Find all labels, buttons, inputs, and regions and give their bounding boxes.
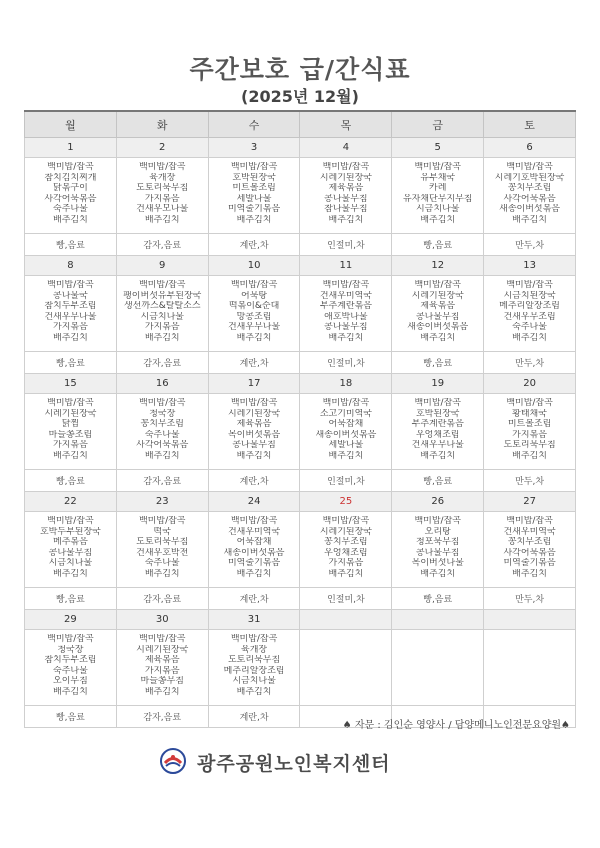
org-logo-icon [160, 748, 186, 774]
menu-item: 우엉채조림 [324, 547, 368, 558]
menu-item: 어묵잡채 [328, 419, 364, 429]
menu-item: 메추리알장조림 [223, 665, 285, 676]
menu-item: 가지볶음 [512, 429, 547, 440]
menu-item: 배추김치 [53, 214, 88, 225]
date-cell: 10 [208, 256, 300, 276]
snack-cell: 빵,음료 [392, 470, 484, 492]
date-row [25, 610, 576, 630]
snack-cell: 감자,음료 [116, 470, 208, 492]
snack-row [25, 352, 576, 374]
menu-cell [484, 158, 576, 234]
date-cell: 23 [116, 492, 208, 512]
menu-item: 오리탕 [424, 526, 451, 537]
menu-item: 떡볶이&순대 [228, 301, 280, 311]
date-cell: 20 [484, 374, 576, 394]
menu-row [25, 276, 576, 352]
menu-item: 시금치나물 [415, 204, 460, 214]
menu-item: 가지볶음 [144, 193, 180, 204]
menu-item: 청국장 [57, 644, 84, 655]
menu-item: 오이무침 [53, 676, 88, 686]
menu-item: 어묵탕 [241, 290, 268, 301]
date-cell: 29 [25, 610, 117, 630]
menu-item: 배추김치 [420, 332, 456, 343]
menu-item: 시레기된장국 [136, 644, 189, 655]
menu-item: 미트볼조림 [507, 419, 552, 429]
menu-item: 시레기된장국 [227, 408, 281, 419]
menu-item: 백미밥/잡곡 [47, 162, 94, 172]
menu-item: 백미밥/잡곡 [506, 162, 553, 172]
menu-item: 제육볶음 [328, 183, 364, 193]
date-cell: 25 [300, 492, 392, 512]
snack-cell: 감자,음료 [116, 352, 208, 374]
snack-cell: 계란,차 [208, 588, 300, 610]
menu-cell [300, 512, 392, 588]
weekday-header: 월 [25, 111, 117, 138]
date-row [25, 138, 576, 158]
snack-cell: 빵,음료 [392, 588, 484, 610]
menu-item: 백미밥/잡곡 [230, 634, 278, 644]
menu-row [25, 512, 576, 588]
snack-cell: 인절미,차 [300, 588, 392, 610]
date-cell: 18 [300, 374, 392, 394]
menu-item: 시금치된장국 [503, 290, 556, 301]
menu-item: 백미밥/잡곡 [230, 398, 278, 408]
menu-cell [25, 512, 117, 588]
menu-item: 백미밥/잡곡 [47, 398, 94, 408]
menu-item: 배추김치 [420, 214, 456, 225]
menu-item: 건새우미역국 [503, 526, 556, 537]
empty-menu-cell [392, 630, 484, 706]
menu-cell [208, 630, 300, 706]
menu-item: 콩나물국 [53, 290, 88, 301]
menu-cell [116, 158, 208, 234]
snack-cell: 빵,음료 [25, 352, 117, 374]
menu-item: 백미밥/잡곡 [322, 398, 370, 408]
weekday-header: 목 [300, 111, 392, 138]
menu-item: 배추김치 [236, 332, 272, 343]
menu-item: 가지볶음 [53, 322, 88, 332]
menu-cell [300, 276, 392, 352]
menu-item: 배추김치 [53, 332, 88, 343]
menu-cell [392, 394, 484, 470]
menu-item: 백미밥/잡곡 [322, 516, 370, 526]
snack-cell: 인절미,차 [300, 234, 392, 256]
menu-item: 시레기된장국 [411, 290, 464, 301]
menu-item: 마늘쫑조림 [48, 429, 93, 440]
menu-item: 배추김치 [512, 332, 547, 343]
weekday-header: 화 [116, 111, 208, 138]
menu-item: 숙주나물 [53, 204, 88, 214]
weekday-header: 수 [208, 111, 300, 138]
menu-cell [484, 512, 576, 588]
date-row [25, 256, 576, 276]
menu-item: 도토리묵무침 [227, 655, 281, 665]
menu-item: 시레기된장국 [319, 172, 372, 183]
menu-item: 유자채단무지무침 [402, 193, 473, 204]
menu-row [25, 158, 576, 234]
menu-item: 배추김치 [144, 214, 180, 225]
menu-item: 배추김치 [53, 568, 88, 579]
menu-cell [392, 276, 484, 352]
date-cell: 22 [25, 492, 117, 512]
snack-cell: 빵,음료 [25, 234, 117, 256]
menu-item: 닭볶구이 [53, 183, 88, 193]
menu-item: 참나물무침 [324, 204, 368, 214]
date-cell: 31 [208, 610, 300, 630]
menu-table [24, 110, 576, 728]
date-cell: 30 [116, 610, 208, 630]
menu-item: 호박두부된장국 [39, 526, 101, 537]
menu-item: 배추김치 [512, 450, 547, 461]
empty-date-cell [300, 610, 392, 630]
menu-item: 닭찜 [61, 419, 80, 429]
menu-cell [208, 512, 300, 588]
empty-date-cell [484, 610, 576, 630]
snack-cell: 계란,차 [208, 234, 300, 256]
menu-item: 도토리묵무침 [136, 183, 189, 193]
snack-cell: 빵,음료 [392, 234, 484, 256]
menu-item: 참치김치찌개 [44, 172, 97, 183]
date-cell: 3 [208, 138, 300, 158]
menu-cell [392, 512, 484, 588]
menu-item: 새송이버섯볶음 [499, 204, 560, 214]
menu-item: 건새우무나물 [44, 311, 97, 322]
menu-item: 배추김치 [420, 450, 456, 461]
empty-menu-cell [300, 630, 392, 706]
menu-cell [25, 630, 117, 706]
menu-item: 백미밥/잡곡 [322, 280, 370, 290]
menu-item: 콩나물무침 [232, 440, 276, 450]
snack-cell: 계란,차 [208, 470, 300, 492]
menu-item: 백미밥/잡곡 [47, 516, 94, 526]
date-cell: 12 [392, 256, 484, 276]
menu-item: 가지볶음 [144, 322, 180, 332]
menu-cell [300, 394, 392, 470]
menu-item: 백미밥/잡곡 [138, 398, 186, 408]
menu-item: 카레 [429, 183, 447, 193]
menu-cell [300, 158, 392, 234]
date-row [25, 374, 576, 394]
org-logo [160, 748, 186, 774]
menu-item: 건새우무나물 [227, 322, 281, 332]
menu-cell [116, 630, 208, 706]
snack-cell: 인절미,차 [300, 352, 392, 374]
menu-cell [208, 276, 300, 352]
menu-item: 배추김치 [512, 568, 547, 579]
empty-date-cell [392, 610, 484, 630]
menu-cell [392, 158, 484, 234]
menu-item: 배추김치 [236, 686, 272, 697]
menu-item: 제육볶음 [144, 655, 180, 665]
menu-item: 건새우호박전 [136, 547, 189, 558]
menu-item: 참치두부조림 [44, 655, 97, 665]
snack-cell: 만두,차 [484, 234, 576, 256]
menu-item: 부추계란볶음 [411, 419, 464, 429]
snack-cell: 감자,음료 [116, 706, 208, 728]
date-cell: 26 [392, 492, 484, 512]
snack-row [25, 470, 576, 492]
snack-cell: 감자,음료 [116, 234, 208, 256]
menu-item: 배추김치 [328, 450, 364, 461]
menu-item: 배추김치 [328, 214, 364, 225]
menu-item: 생선까스&탈탈소스 [123, 301, 201, 311]
date-cell: 8 [25, 256, 117, 276]
menu-item: 사각어묵볶음 [503, 547, 556, 558]
menu-item: 백미밥/잡곡 [230, 162, 278, 172]
menu-item: 새송이버섯볶음 [315, 429, 377, 440]
date-cell: 19 [392, 374, 484, 394]
menu-item: 콩나물무침 [324, 193, 368, 204]
menu-item: 백미밥/잡곡 [138, 634, 186, 644]
menu-item: 백미밥/잡곡 [506, 280, 553, 290]
snack-cell: 만두,차 [484, 470, 576, 492]
weekday-header-row [25, 111, 576, 138]
date-cell: 6 [484, 138, 576, 158]
menu-item: 시레기된장국 [44, 408, 97, 419]
menu-item: 목이버섯볶음 [227, 429, 281, 440]
date-cell: 15 [25, 374, 117, 394]
menu-item: 백미밥/잡곡 [138, 516, 186, 526]
menu-item: 배추김치 [328, 568, 364, 579]
menu-item: 배추김치 [236, 214, 272, 225]
menu-item: 숙주나물 [53, 665, 88, 676]
menu-item: 가지볶음 [328, 558, 364, 568]
snack-cell: 빵,음료 [25, 588, 117, 610]
menu-item: 팽이버섯유부된장국 [123, 290, 202, 301]
menu-item: 떡국 [153, 526, 171, 537]
menu-item: 숙주나물 [144, 558, 180, 568]
menu-cell [484, 276, 576, 352]
date-cell: 5 [392, 138, 484, 158]
menu-item: 새송이버섯볶음 [407, 322, 469, 332]
menu-item: 미트볼조림 [232, 183, 276, 193]
menu-item: 꽁치무조림 [507, 537, 552, 547]
menu-item: 시금치나물 [140, 311, 184, 322]
menu-item: 시금치나물 [232, 676, 276, 686]
snack-cell: 빵,음료 [25, 470, 117, 492]
menu-item: 배추김치 [53, 686, 88, 697]
snack-cell: 만두,차 [484, 588, 576, 610]
menu-body [25, 138, 576, 728]
menu-item: 소고기미역국 [319, 408, 372, 419]
menu-item: 애호박나물 [324, 311, 368, 322]
snack-cell: 만두,차 [484, 352, 576, 374]
menu-item: 유부채국 [420, 172, 456, 183]
menu-item: 사각어묵볶음 [44, 193, 97, 204]
menu-item: 세발나물 [236, 193, 272, 204]
menu-item: 꽁치무조림 [324, 537, 368, 547]
menu-item: 콩나물무침 [48, 547, 93, 558]
menu-cell [484, 394, 576, 470]
snack-cell: 빵,음료 [25, 706, 117, 728]
date-cell: 16 [116, 374, 208, 394]
menu-item: 제육볶음 [236, 419, 272, 429]
menu-item: 백미밥/잡곡 [138, 162, 186, 172]
date-cell: 11 [300, 256, 392, 276]
menu-item: 건새우미역국 [227, 526, 281, 537]
menu-item: 어묵잡채 [236, 537, 272, 547]
menu-item: 가지볶음 [53, 440, 88, 450]
menu-item: 숙주나물 [512, 322, 547, 332]
date-row [25, 492, 576, 512]
snack-row [25, 588, 576, 610]
snack-cell: 계란,차 [208, 352, 300, 374]
snack-row [25, 234, 576, 256]
menu-item: 부추계란볶음 [319, 301, 372, 311]
menu-item: 백미밥/잡곡 [322, 162, 370, 172]
menu-item: 꽁치무조림 [507, 183, 552, 193]
date-cell: 24 [208, 492, 300, 512]
date-cell: 27 [484, 492, 576, 512]
advisor-note: ♠ 자문 : 김인순 영양사 / 담양메니노인전문요양원♠ [342, 720, 570, 731]
menu-item: 콩나물무침 [324, 322, 368, 332]
menu-item: 배추김치 [236, 450, 272, 461]
menu-item: 백미밥/잡곡 [230, 516, 278, 526]
menu-item: 참치두부조림 [44, 301, 97, 311]
menu-row [25, 630, 576, 706]
date-cell: 1 [25, 138, 117, 158]
snack-cell: 계란,차 [208, 706, 300, 728]
menu-item: 콩나물무침 [415, 547, 460, 558]
menu-item: 호박된장국 [232, 172, 276, 183]
menu-item: 육개장 [149, 172, 176, 183]
date-cell: 4 [300, 138, 392, 158]
empty-menu-cell [484, 630, 576, 706]
snack-cell: 인절미,차 [300, 470, 392, 492]
menu-item: 호박된장국 [415, 408, 460, 419]
menu-item: 청포묵무침 [415, 537, 460, 547]
menu-cell [25, 394, 117, 470]
menu-item: 사각어묵볶음 [136, 440, 189, 450]
menu-item: 백미밥/잡곡 [414, 516, 461, 526]
date-cell: 2 [116, 138, 208, 158]
menu-item: 백미밥/잡곡 [506, 398, 553, 408]
menu-item: 백미밥/잡곡 [414, 162, 461, 172]
menu-item: 백미밥/잡곡 [47, 634, 94, 644]
menu-cell [25, 276, 117, 352]
menu-cell [116, 276, 208, 352]
snack-cell: 빵,음료 [392, 352, 484, 374]
menu-item: 배추김치 [144, 450, 180, 461]
menu-item: 목이버섯나물 [411, 558, 464, 568]
menu-item: 세발나물 [328, 440, 364, 450]
menu-item: 콩나물무침 [415, 311, 460, 322]
date-cell: 17 [208, 374, 300, 394]
menu-item: 우엉채조림 [415, 429, 460, 440]
menu-item: 꽁치무조림 [140, 419, 184, 429]
menu-item: 도토리묵무침 [136, 537, 189, 547]
menu-row [25, 394, 576, 470]
menu-item: 건새우무조림 [503, 311, 556, 322]
menu-item: 새송이버섯볶음 [223, 547, 285, 558]
menu-item: 시레기호박된장국 [494, 172, 565, 183]
menu-item: 미역줄기볶음 [503, 558, 556, 568]
menu-cell [116, 394, 208, 470]
menu-item: 마늘쫑무침 [140, 676, 184, 686]
date-cell: 13 [484, 256, 576, 276]
menu-item: 시금치나물 [48, 558, 93, 568]
menu-cell [116, 512, 208, 588]
menu-item: 건새우무나물 [411, 440, 464, 450]
menu-item: 도토리묵무침 [503, 440, 556, 450]
weekday-header: 토 [484, 111, 576, 138]
menu-item: 황태채국 [512, 408, 547, 419]
menu-item: 백미밥/잡곡 [138, 280, 186, 290]
page-subtitle: (2025년 12월) [241, 87, 359, 106]
menu-item: 사각어묵볶음 [503, 193, 556, 204]
date-cell: 9 [116, 256, 208, 276]
menu-item: 배추김치 [420, 568, 456, 579]
menu-item: 망콩조림 [236, 311, 272, 322]
org-name: 광주공원노인복지센터 [197, 753, 391, 775]
menu-item: 백미밥/잡곡 [414, 398, 461, 408]
menu-item: 배추김치 [328, 332, 364, 343]
menu-cell [208, 394, 300, 470]
menu-cell [208, 158, 300, 234]
menu-cell [25, 158, 117, 234]
menu-item: 백미밥/잡곡 [506, 516, 553, 526]
weekday-header: 금 [392, 111, 484, 138]
menu-item: 백미밥/잡곡 [230, 280, 278, 290]
menu-item: 배추김치 [53, 450, 88, 461]
menu-item: 배추김치 [512, 214, 547, 225]
menu-item: 백미밥/잡곡 [47, 280, 94, 290]
page-title: 주간보호 급/간식표 [189, 55, 411, 84]
menu-item: 배추김치 [144, 332, 180, 343]
menu-item: 메추볶음 [53, 537, 88, 547]
menu-item: 제육볶음 [420, 301, 456, 311]
menu-item: 건새우모나물 [136, 204, 189, 214]
menu-item: 청국장 [149, 408, 176, 419]
snack-cell: 감자,음료 [116, 588, 208, 610]
menu-item: 배추김치 [144, 686, 180, 697]
menu-item: 육개장 [241, 644, 268, 655]
menu-item: 시레기된장국 [319, 526, 372, 537]
menu-item: 숙주나물 [144, 429, 180, 440]
menu-item: 백미밥/잡곡 [414, 280, 461, 290]
menu-item: 미역줄기볶음 [227, 558, 281, 568]
menu-item: 건새우미역국 [319, 290, 372, 301]
menu-item: 미역줄기볶음 [227, 204, 281, 214]
menu-item: 가지볶음 [144, 665, 180, 676]
menu-item: 메추리알장조림 [499, 301, 560, 311]
menu-item: 배추김치 [236, 568, 272, 579]
menu-item: 배추김치 [144, 568, 180, 579]
